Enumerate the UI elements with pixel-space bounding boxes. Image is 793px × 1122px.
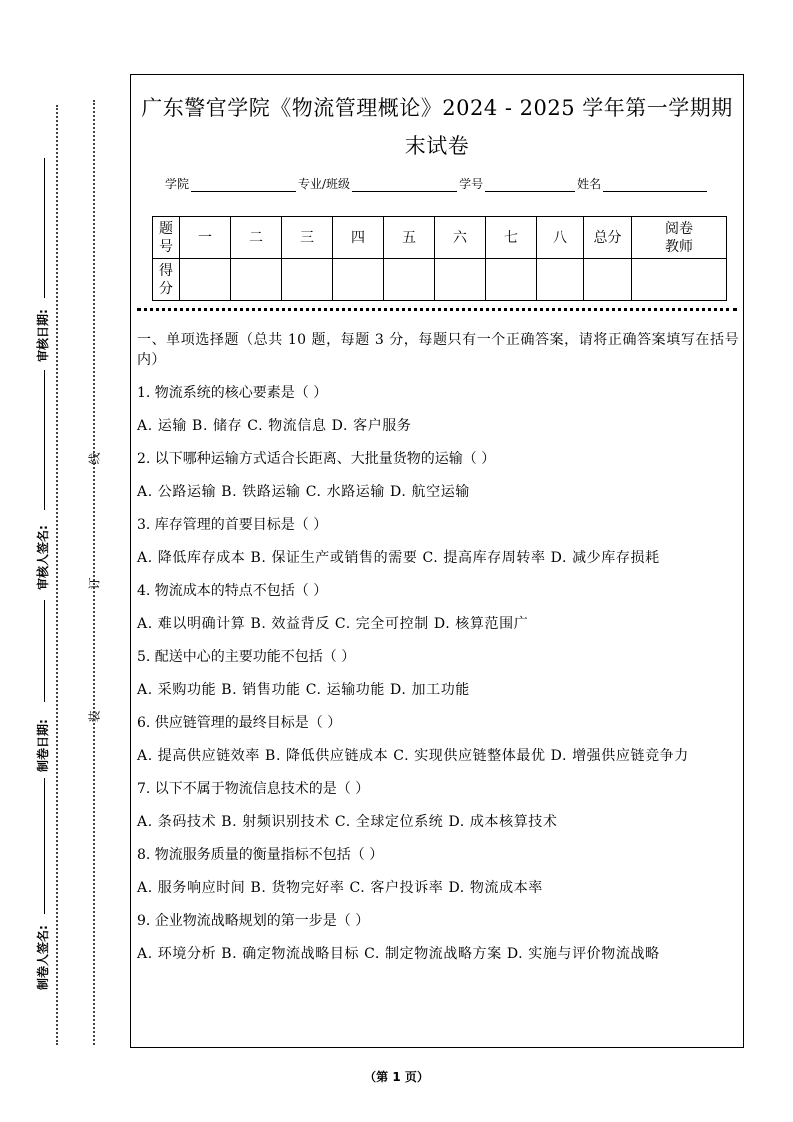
margin-dotted-line-left [56,105,58,1045]
question-options: A. 条码技术 B. 射频识别技术 C. 全球定位系统 D. 成本核算技术 [137,814,558,830]
col-header: 七 [486,217,537,259]
score-table-header-row [153,217,727,259]
bind-char-ding: 订 [87,577,102,590]
col-header: 六 [435,217,486,259]
question-options: A. 难以明确计算 B. 效益背反 C. 完全可控制 D. 核算范围广 [137,616,529,632]
score-cell[interactable] [486,259,537,301]
exam-title: 广东警官学院《物流管理概论》2024 - 2025 学年第一学期期末试卷 [141,96,733,158]
exam-frame [130,74,744,1048]
question-text: 4. 物流成本的特点不包括（ ） [137,583,328,599]
score-cell[interactable] [282,259,333,301]
prep-date-line [44,600,45,702]
score-cell[interactable] [180,259,231,301]
auditor-sign-label: 审核人签名: [36,525,50,590]
score-cell[interactable] [333,259,384,301]
col-header: 五 [384,217,435,259]
question-text: 6. 供应链管理的最终目标是（ ） [137,715,342,731]
bind-char-zhuang: 装 [87,710,102,723]
major-class-blank[interactable] [352,179,457,192]
name-blank[interactable] [603,179,707,192]
col-header: 三 [282,217,333,259]
col-header-grader: 阅卷 教师 [632,217,727,259]
student-info-row [165,175,709,192]
auditor-sign-line [44,370,45,510]
question-options: A. 采购功能 B. 销售功能 C. 运输功能 D. 加工功能 [137,682,470,698]
col-header: 四 [333,217,384,259]
col-header: 八 [537,217,584,259]
question-text: 3. 库存管理的首要目标是（ ） [137,517,328,533]
question-text: 2. 以下哪种运输方式适合长距离、大批量货物的运输（ ） [137,451,496,467]
row-label-defen: 得 分 [153,259,180,301]
score-table [152,216,727,301]
question-text: 7. 以下不属于物流信息技术的是（ ） [137,781,370,797]
audit-date-label: 审核日期: [36,309,50,362]
score-cell-total[interactable] [584,259,632,301]
question-text: 1. 物流系统的核心要素是（ ） [137,385,328,401]
question-text: 5. 配送中心的主要功能不包括（ ） [137,649,356,665]
score-table-score-row [153,259,727,301]
question-options: A. 运输 B. 储存 C. 物流信息 D. 客户服务 [137,418,412,434]
col-header: 二 [231,217,282,259]
score-cell[interactable] [231,259,282,301]
col-header-total: 总分 [584,217,632,259]
score-cell[interactable] [384,259,435,301]
score-cell[interactable] [537,259,584,301]
question-text: 8. 物流服务质量的衡量指标不包括（ ） [137,847,384,863]
student-id-blank[interactable] [485,179,575,192]
question-options: A. 提高供应链效率 B. 降低供应链成本 C. 实现供应链整体最优 D. 增强供应链竞争力 [137,748,689,764]
row-label-tihao: 题 号 [153,217,180,259]
score-cell[interactable] [435,259,486,301]
dotted-separator [137,308,737,311]
page-number: （第 1 页） [364,1070,429,1084]
name-label: 姓名 [577,177,602,191]
audit-date-line [44,158,45,298]
question-text: 9. 企业物流战略规划的第一步是（ ） [137,913,370,929]
question-options: A. 公路运输 B. 铁路运输 C. 水路运输 D. 航空运输 [137,484,470,500]
prep-sign-line [44,778,45,914]
question-options: A. 服务响应时间 B. 货物完好率 C. 客户投诉率 D. 物流成本率 [137,880,543,896]
question-section [137,330,739,964]
question-options: A. 降低库存成本 B. 保证生产或销售的需要 C. 提高库存周转率 D. 减少库存损耗 [137,550,660,566]
prep-sign-label: 制卷人签名: [36,925,50,990]
student-id-label: 学号 [459,177,484,191]
question-options: A. 环境分析 B. 确定物流战略目标 C. 制定物流战略方案 D. 实施与评价物流战略 [137,946,660,962]
college-blank[interactable] [191,179,296,192]
college-label: 学院 [165,177,190,191]
margin-dotted-line-right [93,100,95,1045]
prep-date-label: 制卷日期: [36,719,50,772]
major-class-label: 专业/班级 [298,177,351,191]
col-header: 一 [180,217,231,259]
score-cell-grader[interactable] [632,259,727,301]
section-title: 一、单项选择题（总共 10 题，每题 3 分，每题只有一个正确答案，请将正确答案填写在括号内） [137,332,739,368]
bind-char-xian: 线 [87,452,102,465]
